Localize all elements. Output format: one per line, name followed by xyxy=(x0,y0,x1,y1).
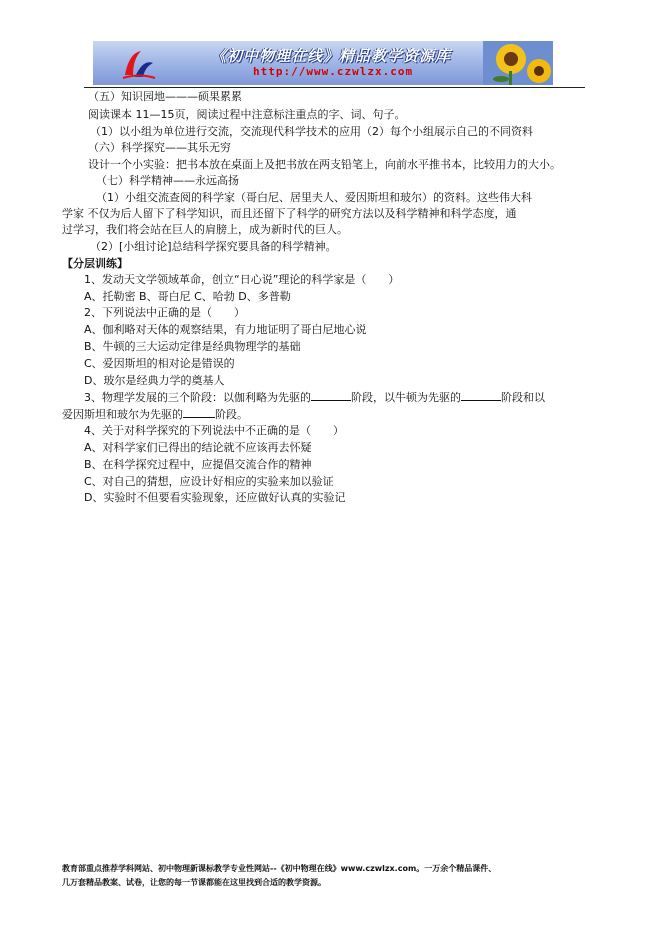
paragraph-reading: 阅读课本 11—15页，阅读过程中注意标注重点的字、词、句子。 xyxy=(88,108,406,121)
section-heading-6: （六）科学探究——其乐无穷 xyxy=(88,141,231,154)
question-1: 1、发动天文学领域革命，创立“日心说”理论的科学家是（ ） xyxy=(84,273,400,286)
header-banner xyxy=(93,41,553,85)
footer-line-1: 教育部重点推荐学科网站、初中物理新课标教学专业性网站--《初中物理在线》www.czwlzx.com。一万余个精品课件、 xyxy=(62,864,497,873)
question-1-options: A、托勒密 B、哥白尼 C、哈勃 D、多普勒 xyxy=(84,290,291,303)
answer-blank-3[interactable] xyxy=(183,407,215,418)
question-4-option-d: D、实验时不但要看实验现象，还应做好认真的实验记 xyxy=(84,491,346,504)
section-heading-7: （七）科学精神——永远高扬 xyxy=(96,174,239,187)
question-3-line-2 xyxy=(62,407,248,422)
banner-title: 《初中物理在线》精品教学资源库 xyxy=(211,47,452,65)
paragraph-exchange: （1）以小组为单位进行交流，交流现代科学技术的应用（2）每个小组展示自己的不同资料 xyxy=(90,125,533,138)
banner-url[interactable]: http://www.czwlzx.com xyxy=(253,65,414,78)
page-footer xyxy=(62,862,496,890)
question-3-text-b: 阶段，以牛顿为先驱的 xyxy=(351,391,461,404)
question-2: 2、下列说法中正确的是（ ） xyxy=(84,306,245,319)
paragraph-experiment: 设计一个小实验：把书本放在桌面上及把书放在两支铅笔上，向前水平推书本，比较用力的大小。 xyxy=(88,158,561,171)
question-2-option-c: C、爱因斯坦的相对论是错误的 xyxy=(84,357,235,370)
paragraph-scientists-3: 过学习，我们将会站在巨人的肩膀上，成为新时代的巨人。 xyxy=(62,223,348,236)
question-3-text-d: 爱因斯坦和玻尔为先驱的 xyxy=(62,408,183,421)
question-3-text-a: 3、物理学发展的三个阶段：以伽利略为先驱的 xyxy=(84,391,311,404)
header-divider xyxy=(84,87,585,88)
question-4: 4、关于对科学探究的下列说法中不正确的是（ ） xyxy=(84,424,344,437)
paragraph-discussion: （2）[小组讨论]总结科学探究要具备的科学精神。 xyxy=(90,240,337,253)
question-4-option-c: C、对自己的猜想，应设计好相应的实验来加以验证 xyxy=(84,475,334,488)
sunflower-icon xyxy=(483,41,553,85)
question-2-option-b: B、牛顿的三大运动定律是经典物理学的基础 xyxy=(84,340,301,353)
section-heading-training: 【分层训练】 xyxy=(62,257,128,270)
answer-blank-2[interactable] xyxy=(461,390,501,401)
paragraph-scientists-2: 学家 不仅为后人留下了科学知识，而且还留下了科学的研究方法以及科学精神和科学态度，通 xyxy=(62,207,517,220)
question-3-line-1 xyxy=(84,390,545,405)
paragraph-scientists-1: （1）小组交流查阅的科学家（哥白尼、居里夫人、爱因斯坦和玻尔）的资料。这些伟大科 xyxy=(96,191,532,204)
question-2-option-a: A、伽利略对天体的观察结果，有力地证明了哥白尼地心说 xyxy=(84,323,367,336)
question-3-text-c: 阶段和以 xyxy=(501,391,545,404)
question-3-text-e: 阶段。 xyxy=(215,408,248,421)
question-2-option-d: D、玻尔是经典力学的奠基人 xyxy=(84,374,225,387)
question-4-option-a: A、对科学家们已得出的结论就不应该再去怀疑 xyxy=(84,441,312,454)
site-logo-icon xyxy=(119,45,157,83)
answer-blank-1[interactable] xyxy=(311,390,351,401)
section-heading-5: （五）知识园地———硕果累累 xyxy=(88,90,242,103)
question-4-option-b: B、在科学探究过程中，应提倡交流合作的精神 xyxy=(84,458,312,471)
footer-line-2: 几万套精品教案、试卷，让您的每一节课都能在这里找到合适的教学资源。 xyxy=(62,878,326,887)
